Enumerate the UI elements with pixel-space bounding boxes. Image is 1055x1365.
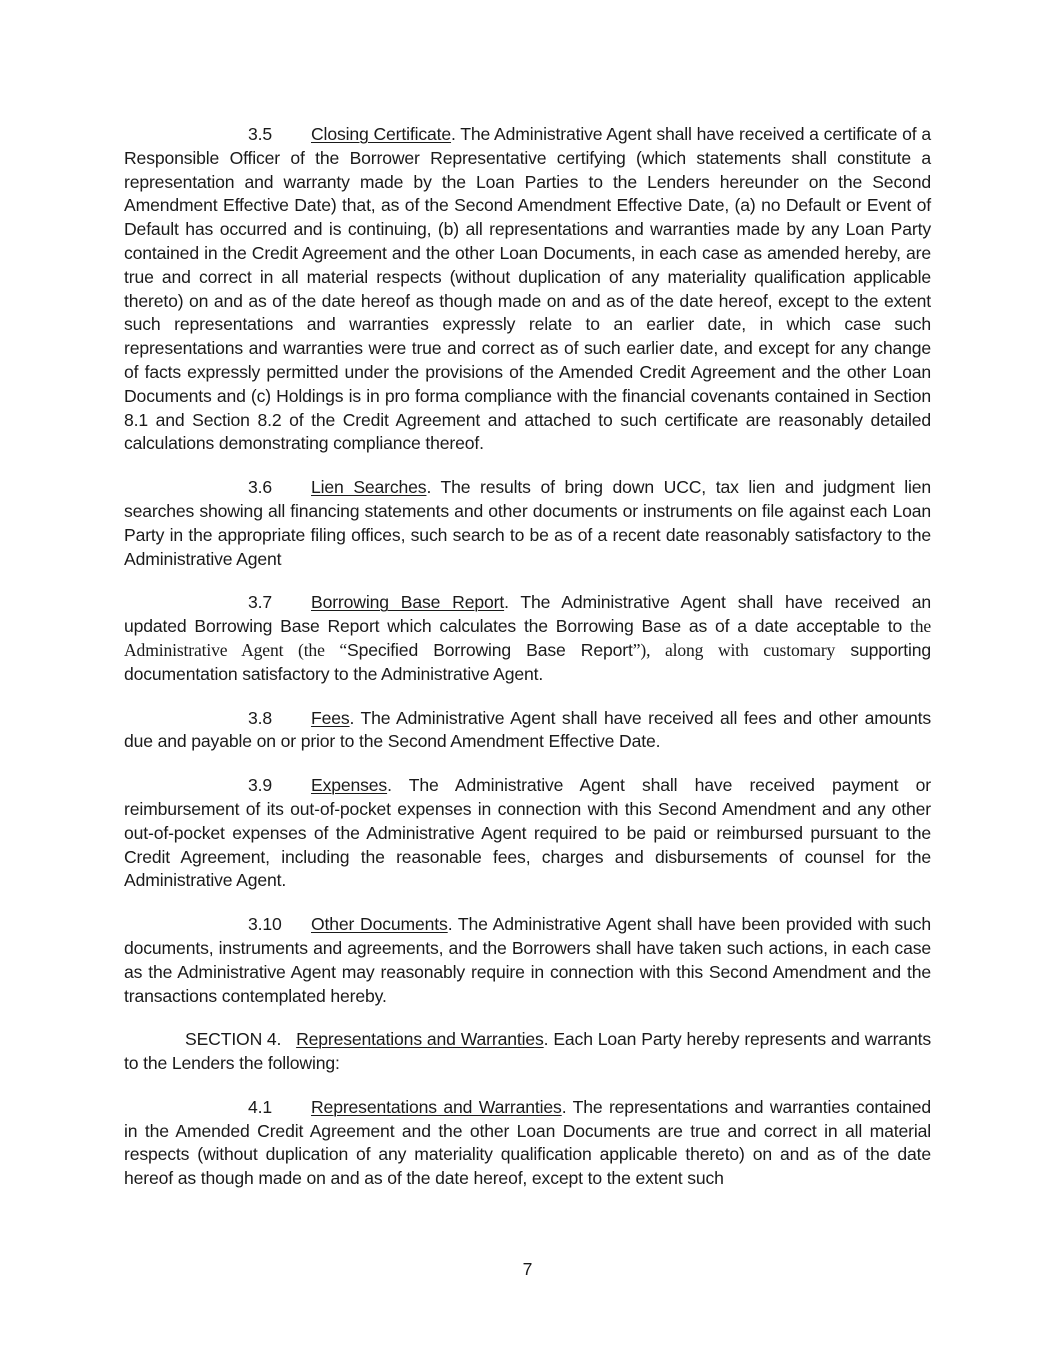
section-body-serif-b: ”), along with customary (632, 639, 836, 660)
document-page (124, 123, 931, 1211)
section-heading: Lien Searches (311, 477, 427, 498)
section-heading: Representations and Warranties (296, 1029, 544, 1050)
section-heading: Representations and Warranties (311, 1096, 562, 1117)
section-heading: Closing Certificate (311, 124, 452, 144)
section-heading: Fees (311, 707, 350, 728)
section-number: 4.1 (248, 1096, 273, 1117)
section-body: . Each Loan Party hereby represents and warrants to the Lenders the following: (124, 1029, 932, 1074)
section-body: . The Administrative Agent shall have received a certificate of a Responsible Officer of the Borrower Representative certifying (which statements shall constitute a representation and warranty made by the Loan Parties to the Lenders hereunder on the Second Amendment Effective Date) that, as of the Second Amendment Effective Date, (a) no Default or Event of Default has occurred and is continuing, (b) all representations and warranties made by any Loan Party contained in the Credit Agreement and the other Loan Documents, in each case as amended hereby, are true and correct in all material respects (without duplication of any materiality qualification applicable thereto) on and as of the date hereof as though made on and as of the date hereof, except to the extent such representations and warranties expressly relate to an earlier date, in which case such representations and warranties were true and correct as of such earlier date, and except for any change of facts expressly permitted under the provisions of the Amended Credit Agreement and the other Loan Documents and (c) Holdings is in pro forma compliance with the financial covenants contained in Section 8.1 and Section 8.2 of the Credit Agreement and attached to such certificate are reasonably detailed calculations demonstrating compliance thereof. (124, 124, 932, 454)
section-body-c: supporting documentation satisfactory to the Administrative Agent. (124, 639, 931, 684)
section-number: 3.6 (248, 477, 273, 498)
page-number: 7 (522, 1259, 533, 1279)
section-4-1 (124, 1096, 931, 1191)
section-3-5 (124, 123, 931, 456)
section-3-8 (124, 707, 931, 755)
section-3-9 (124, 774, 931, 893)
defined-term: Specified Borrowing Base Report (347, 639, 633, 660)
section-heading: Other Documents (311, 914, 448, 935)
section-number: 3.8 (248, 707, 273, 728)
section-number: 3.7 (248, 592, 273, 613)
section-number: 3.9 (248, 775, 273, 796)
section-3-10 (124, 913, 931, 1008)
section-body-serif-a: the Administrative Agent (the “ (124, 616, 931, 660)
section-number: SECTION 4. (185, 1029, 282, 1050)
section-body: . The Administrative Agent shall have received payment or reimbursement of its out-of-pocket expenses in connection with this Second Amendment and any other out-of-pocket expenses of the Administrative Agent required to be paid or reimbursed pursuant to the Credit Agreement, including the reasonable fees, charges and disbursements of counsel for the Administrative Agent. (124, 775, 931, 891)
section-3-6 (124, 476, 931, 571)
section-body-a: . The Administrative Agent shall have received an updated Borrowing Base Report which calculates the Borrowing Base as of a date acceptable to (124, 592, 931, 637)
section-3-7 (124, 591, 931, 686)
section-body: . The Administrative Agent shall have received all fees and other amounts due and payable on or prior to the Second Amendment Effective Date. (124, 707, 931, 752)
section-4 (124, 1028, 931, 1076)
section-heading: Expenses (311, 775, 388, 796)
section-number: 3.5 (248, 124, 273, 144)
section-body: . The representations and warranties contained in the Amended Credit Agreement and the other Loan Documents are true and correct in all material respects (without duplication of any materiality qualification applicable thereto) on and as of the date hereof as though made on and as of the date hereof, except to the extent such (124, 1096, 931, 1189)
section-heading: Borrowing Base Report (311, 592, 505, 613)
section-body: . The results of bring down UCC, tax lien and judgment lien searches showing all financing statements and other documents or instruments on file against each Loan Party in the appropriate filing offices, such search to be as of a recent date reasonably satisfactory to the Administrative Agent (124, 477, 931, 569)
section-body: . The Administrative Agent shall have been provided with such documents, instruments and agreements, and the Borrowers shall have taken such actions, in each case as the Administrative Agent may reasonably require in connection with this Second Amendment and the transactions contemplated hereby. (124, 914, 931, 1006)
section-number: 3.10 (248, 914, 282, 935)
